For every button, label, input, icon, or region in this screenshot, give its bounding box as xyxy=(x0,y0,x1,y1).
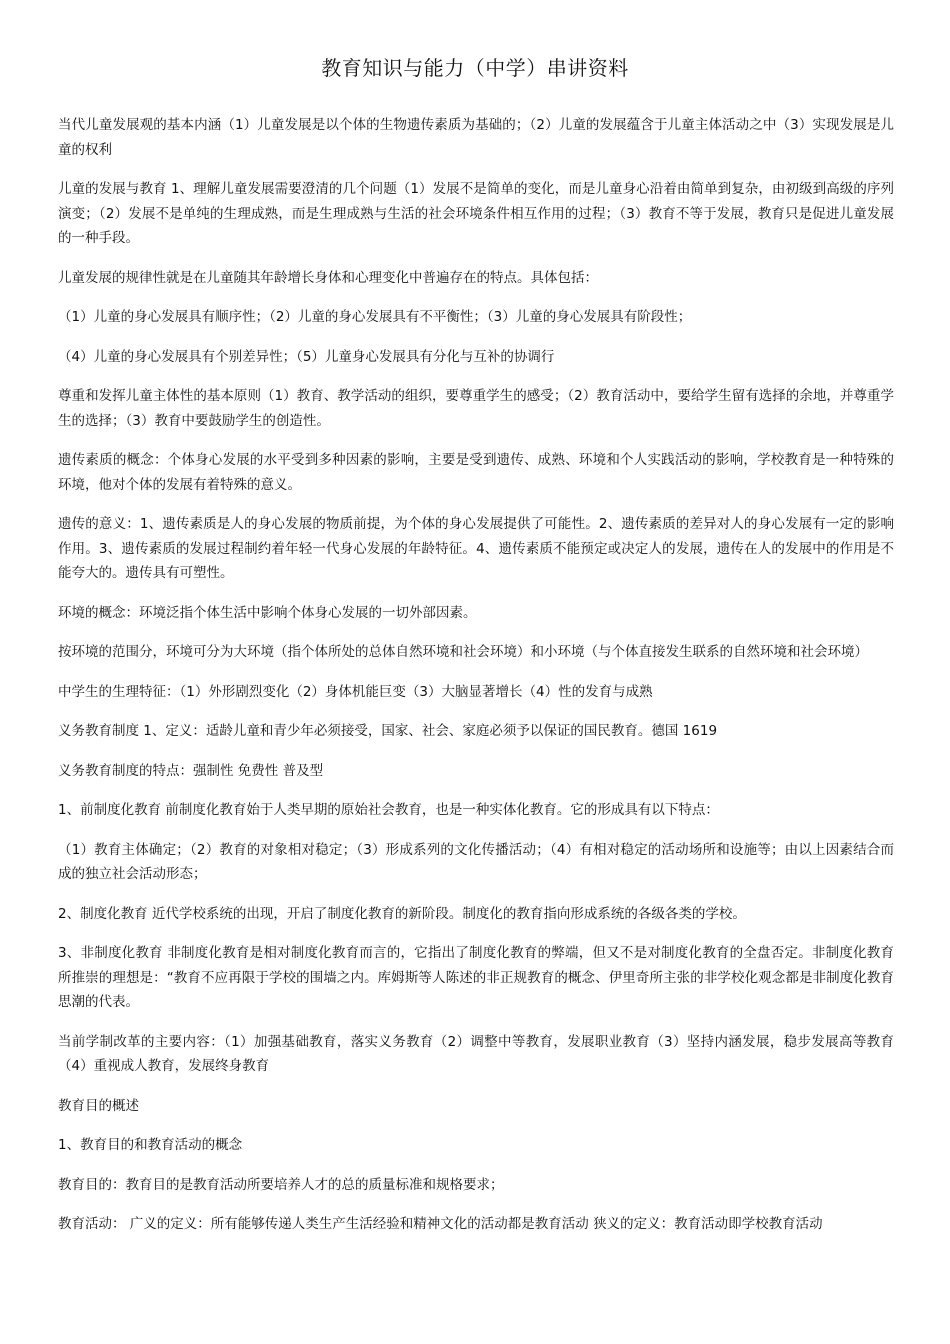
paragraph: 当代儿童发展观的基本内涵（1）儿童发展是以个体的生物遗传素质为基础的；（2）儿童的发展蕴含于儿童主体活动之中（3）实现发展是儿童的权利 xyxy=(58,117,894,158)
paragraph: 义务教育制度 1、定义：适龄儿童和青少年必须接受，国家、社会、家庭必须予以保证的国民教育。德国 1619 xyxy=(58,723,718,739)
paragraph: 3、非制度化教育 非制度化教育是相对制度化教育而言的，它指出了制度化教育的弊端，但又不是对制度化教育的全盘否定。非制度化教育所推崇的理想是：“教育不应再限于学校的围墙之内。库姆斯等人陈述的非正规教育的概念、伊里奇所主张的非学校化观念都是非制度化教育思潮的代表。 xyxy=(58,945,894,1010)
document-body xyxy=(58,113,894,1252)
paragraph: 义务教育制度的特点：强制性 免费性 普及型 xyxy=(58,762,324,779)
paragraph: 儿童发展的规律性就是在儿童随其年龄增长身体和心理变化中普遍存在的特点。具体包括： xyxy=(58,269,598,286)
paragraph: 儿童的发展与教育 1、理解儿童发展需要澄清的几个问题（1）发展不是简单的变化，而是儿童身心沿着由简单到复杂，由初级到高级的序列演变；（2）发展不是单纯的生理成熟，而是生理成熟与生活的社会环境条件相互作用的过程；（3）教育不等于发展，教育只是促进儿童发展的一种手段。 xyxy=(58,181,894,246)
paragraph: 按环境的范围分，环境可分为大环境（指个体所处的总体自然环境和社会环境）和小环境（与个体直接发生联系的自然环境和社会环境） xyxy=(58,644,868,660)
paragraph: 教育目的：教育目的是教育活动所要培养人才的总的质量标准和规格要求； xyxy=(58,1176,504,1193)
paragraph: 教育活动： 广义的定义：所有能够传递人类生产生活经验和精神文化的活动都是教育活动 狭义的定义：教育活动即学校教育活动 xyxy=(58,1216,823,1232)
document-title: 教育知识与能力（中学）串讲资料 xyxy=(321,56,629,80)
paragraph: 遗传的意义：1、遗传素质是人的身心发展的物质前提，为个体的身心发展提供了可能性。2、遗传素质的差异对人的身心发展有一定的影响作用。3、遗传素质的发展过程制约着年轻一代身心发展的年龄特征。4、遗传素质不能预定或决定人的发展，遗传在人的发展中的作用是不能夸大的。遗传具有可塑性。 xyxy=(58,516,894,581)
paragraph: 尊重和发挥儿童主体性的基本原则（1）教育、教学活动的组织，要尊重学生的感受；（2）教育活动中，要给学生留有选择的余地，并尊重学生的选择；（3）教育中要鼓励学生的创造性。 xyxy=(58,388,894,429)
paragraph: 中学生的生理特征：（1）外形剧烈变化（2）身体机能巨变（3）大脑显著增长（4）性的发育与成熟 xyxy=(58,683,653,700)
paragraph: 1、前制度化教育 前制度化教育始于人类早期的原始社会教育，也是一种实体化教育。它的形成具有以下特点： xyxy=(58,802,719,818)
paragraph: 当前学制改革的主要内容：（1）加强基础教育，落实义务教育（2）调整中等教育，发展职业教育（3）坚持内涵发展，稳步发展高等教育（4）重视成人教育，发展终身教育 xyxy=(58,1033,894,1074)
paragraph: （1）教育主体确定；（2）教育的对象相对稳定；（3）形成系列的文化传播活动；（4）有相对稳定的活动场所和设施等；由以上因素结合而成的独立社会活动形态； xyxy=(58,841,894,882)
paragraph: 教育目的概述 xyxy=(58,1097,139,1114)
paragraph: （4）儿童的身心发展具有个别差异性；（5）儿童身心发展具有分化与互补的协调行 xyxy=(58,348,555,365)
paragraph: 环境的概念：环境泛指个体生活中影响个体身心发展的一切外部因素。 xyxy=(58,604,477,621)
paragraph: 遗传素质的概念：个体身心发展的水平受到多种因素的影响，主要是受到遗传、成熟、环境和个人实践活动的影响，学校教育是一种特殊的环境，他对个体的发展有着特殊的意义。 xyxy=(58,452,894,493)
paragraph: 1、教育目的和教育活动的概念 xyxy=(58,1137,243,1153)
paragraph: 2、制度化教育 近代学校系统的出现，开启了制度化教育的新阶段。制度化的教育指向形成系统的各级各类的学校。 xyxy=(58,905,746,922)
paragraph: （1）儿童的身心发展具有顺序性；（2）儿童的身心发展具有不平衡性；（3）儿童的身心发展具有阶段性； xyxy=(58,309,692,325)
